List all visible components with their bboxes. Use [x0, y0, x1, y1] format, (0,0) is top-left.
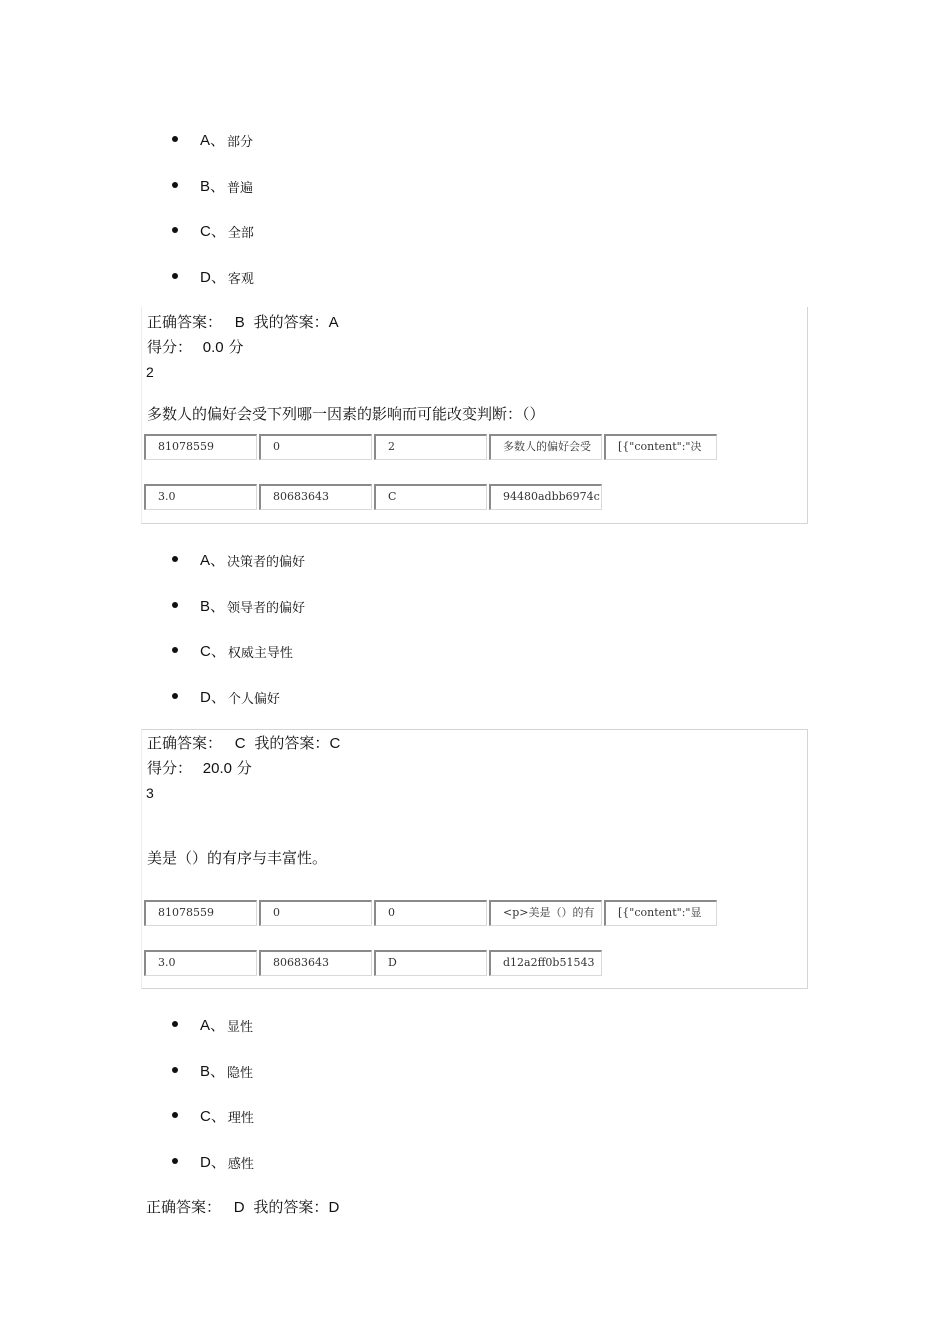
hidden-field[interactable]: 81078559 [144, 434, 257, 460]
option-letter: B、 [200, 177, 226, 195]
bullet-icon [172, 273, 178, 279]
option-text: 个人偏好 [227, 691, 280, 707]
my-answer-label: 我的答案： [253, 313, 329, 331]
q2-option-a [172, 544, 305, 574]
option-letter: D、 [200, 688, 226, 706]
question-number: 2 [146, 364, 154, 380]
hidden-field[interactable]: [{"content":"显 [604, 900, 717, 926]
correct-answer-value: B [234, 314, 245, 331]
q3-answer-line [146, 1196, 339, 1217]
correct-answer-label: 正确答案： [147, 313, 223, 331]
option-letter: B、 [200, 1062, 226, 1080]
my-answer-label: 我的答案： [254, 734, 330, 752]
option-text: 感性 [227, 1156, 254, 1172]
bullet-icon [172, 693, 178, 699]
option-letter: C、 [200, 222, 226, 240]
hidden-field[interactable]: D [374, 950, 487, 976]
hidden-field[interactable]: 3.0 [144, 484, 257, 510]
bullet-icon [172, 647, 178, 653]
score-value: 0.0 [202, 339, 224, 356]
hidden-field[interactable]: 多数人的偏好会受 [489, 434, 602, 460]
q2-option-c [172, 635, 293, 665]
q3-option-b [172, 1055, 253, 1085]
hidden-field[interactable]: <p>美是（）的有 [489, 900, 602, 926]
q1-option-a [172, 124, 253, 154]
hidden-field[interactable]: C [374, 484, 487, 510]
option-text: 普遍 [227, 180, 254, 196]
score-unit: 分 [228, 338, 244, 356]
option-text: 隐性 [227, 1065, 254, 1081]
hidden-field[interactable]: 0 [259, 900, 372, 926]
q3-panel [141, 729, 808, 989]
option-text: 决策者的偏好 [227, 554, 306, 570]
bullet-icon [172, 182, 178, 188]
my-answer-label: 我的答案： [253, 1198, 329, 1216]
question-number: 3 [146, 785, 154, 801]
hidden-field[interactable]: 0 [259, 434, 372, 460]
q2-answer-line [147, 732, 340, 753]
option-letter: C、 [200, 1107, 226, 1125]
my-answer-value: C [329, 735, 341, 752]
option-text: 权威主导性 [227, 645, 293, 661]
q3-option-a [172, 1009, 253, 1039]
bullet-icon [172, 1021, 178, 1027]
option-text: 部分 [227, 134, 254, 150]
hidden-field[interactable]: [{"content":"决 [604, 434, 717, 460]
bullet-icon [172, 136, 178, 142]
correct-answer-label: 正确答案： [146, 1198, 222, 1216]
hidden-field[interactable]: d12a2ff0b51543 [489, 950, 602, 976]
score-unit: 分 [236, 759, 252, 777]
bullet-icon [172, 556, 178, 562]
question-text: 美是（）的有序与丰富性。 [147, 849, 328, 867]
bullet-icon [172, 1067, 178, 1073]
hidden-field[interactable]: 94480adbb6974c [489, 484, 602, 510]
correct-answer-value: C [234, 735, 246, 752]
option-text: 客观 [227, 271, 254, 287]
bullet-icon [172, 602, 178, 608]
option-text: 理性 [227, 1110, 254, 1126]
correct-answer-value: D [233, 1199, 245, 1216]
option-letter: B、 [200, 597, 226, 615]
hidden-field[interactable]: 3.0 [144, 950, 257, 976]
q3-option-d [172, 1146, 254, 1176]
hidden-field[interactable]: 0 [374, 900, 487, 926]
option-letter: A、 [200, 131, 226, 149]
q1-option-b [172, 170, 253, 200]
option-text: 全部 [227, 225, 254, 241]
option-letter: D、 [200, 268, 226, 286]
question-text: 多数人的偏好会受下列哪一因素的影响而可能改变判断：（） [147, 405, 545, 423]
my-answer-value: A [328, 314, 339, 331]
option-letter: C、 [200, 642, 226, 660]
option-letter: D、 [200, 1153, 226, 1171]
score-value: 20.0 [202, 760, 232, 777]
bullet-icon [172, 1112, 178, 1118]
hidden-field[interactable]: 80683643 [259, 484, 372, 510]
q1-score-line [147, 336, 243, 357]
hidden-field[interactable]: 81078559 [144, 900, 257, 926]
option-letter: A、 [200, 1016, 226, 1034]
option-text: 显性 [227, 1019, 254, 1035]
q1-answer-line [147, 311, 339, 332]
hidden-field[interactable]: 2 [374, 434, 487, 460]
score-label: 得分： [147, 759, 193, 777]
score-label: 得分： [147, 338, 193, 356]
q3-option-c [172, 1100, 254, 1130]
correct-answer-label: 正确答案： [147, 734, 223, 752]
bullet-icon [172, 1158, 178, 1164]
my-answer-value: D [328, 1199, 340, 1216]
q2-option-b [172, 590, 305, 620]
q1-option-c [172, 215, 254, 245]
q2-score-line [147, 757, 252, 778]
q2-option-d [172, 681, 280, 711]
q2-panel [141, 307, 808, 524]
bullet-icon [172, 227, 178, 233]
hidden-field[interactable]: 80683643 [259, 950, 372, 976]
option-text: 领导者的偏好 [227, 600, 306, 616]
option-letter: A、 [200, 551, 226, 569]
q1-option-d [172, 261, 254, 291]
